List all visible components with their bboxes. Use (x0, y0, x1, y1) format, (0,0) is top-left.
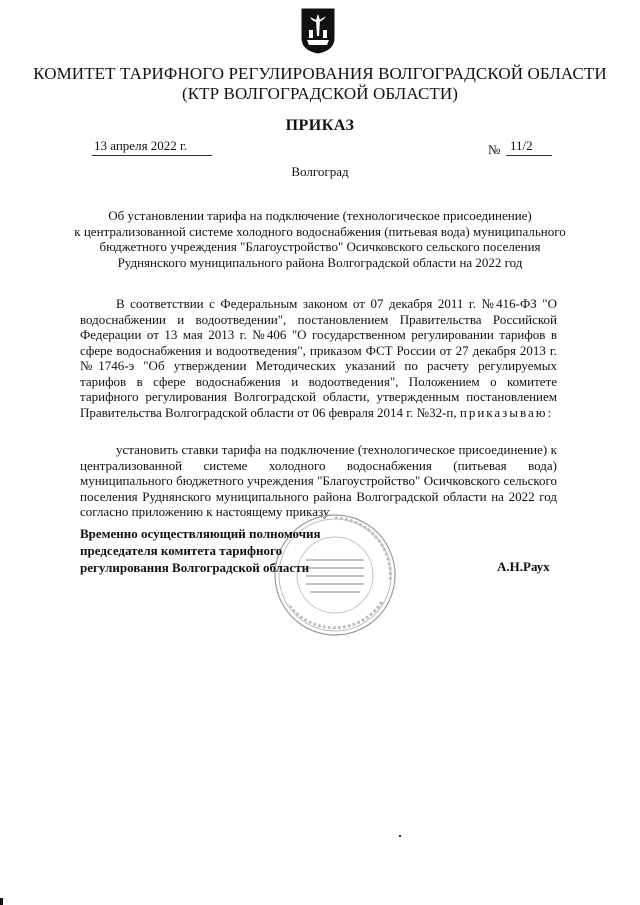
signatory-name: А.Н.Раух (497, 559, 550, 574)
org-name-line2: (КТР ВОЛГОГРАДСКОЙ ОБЛАСТИ) (181, 84, 459, 103)
preamble-paragraph (80, 296, 557, 420)
order-paragraph: установить ставки тарифа на подключение (технологическое присоединение) к централизованной системе холодного водоснабжения (питьевая вода) муниципального бюджетного учреждения "Благоустройство" Осичковского сельского поселения Руднянского муниципального района Волгоградской области на 2022 год согласно приложению к настоящему приказу. (80, 442, 557, 519)
scan-speck (399, 835, 401, 837)
coat-of-arms-icon (301, 8, 335, 54)
org-name-line1: КОМИТЕТ ТАРИФНОГО РЕГУЛИРОВАНИЯ ВОЛГОГРАДСКОЙ ОБЛАСТИ (33, 64, 607, 83)
document-city: Волгоград (291, 164, 349, 179)
position-line: регулирования Волгоградской области (80, 560, 310, 575)
number-label: № (488, 142, 501, 157)
document-number: 11/2 (506, 138, 552, 156)
title-line: к централизованной системе холодного водоснабжения (питьевая вода) муниципального (74, 223, 566, 239)
title-line: Руднянского муниципального района Волгоградской области на 2022 год (117, 255, 523, 271)
document-date: 13 апреля 2022 г. (92, 138, 212, 156)
signatory-position (80, 525, 321, 576)
scan-edge-mark (0, 898, 3, 905)
title-line: бюджетного учреждения "Благоустройство" Осичковского сельского поселения (99, 239, 541, 255)
position-line: Временно осуществляющий полномочия (80, 526, 321, 541)
preamble-text: В соответствии с Федеральным законом от 07 декабря 2011 г. №416-ФЗ "О водоснабжении и водоотведении", постановлением Правительства Российской Федерации от 13 мая 2013 г. №406 "О государственном регулировании тарифов в сфере водоснабжения и водоотведения", приказом ФСТ России от 27 декабря 2013 г. №1746-э "Об утверждении Методических указаний по расчету регулируемых тарифов в сфере водоснабжения и водоотведения", Положением о комитете тарифного регулирования Волгоградской области, утвержденным постановлением Правительства Волгоградской области от 06 февраля 2014 г. №32-п, (80, 296, 557, 420)
document-title (60, 208, 580, 271)
order-word: приказываю: (459, 404, 554, 420)
position-line: председателя комитета тарифного (80, 543, 283, 558)
document-type: ПРИКАЗ (285, 117, 355, 134)
title-line: Об установлении тарифа на подключение (технологическое присоединение) (108, 208, 532, 223)
